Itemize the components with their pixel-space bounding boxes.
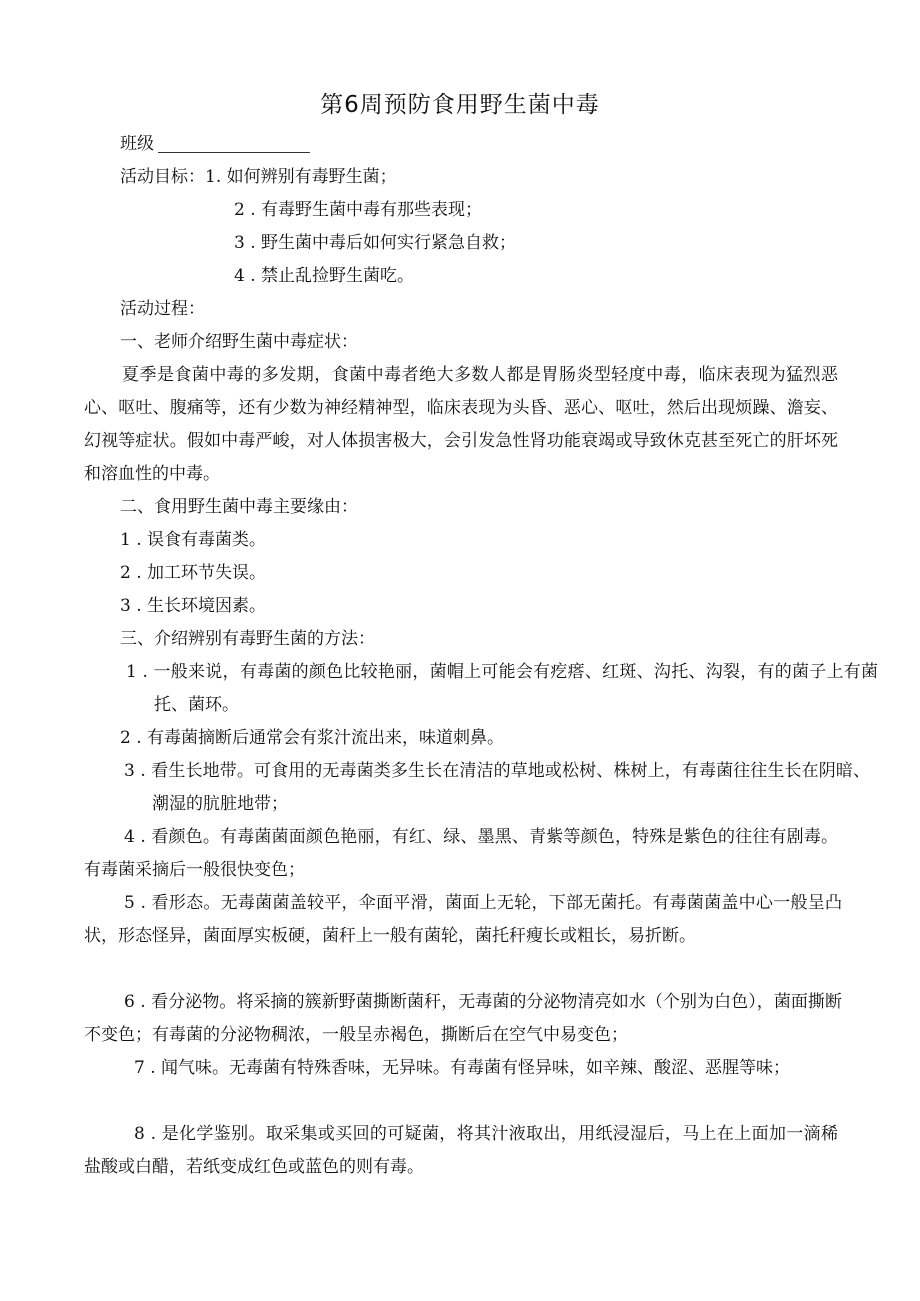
list-item: 1 . 一般来说，有毒菌的颜色比较艳丽，菌帽上可能会有疙瘩、红斑、沟托、沟裂，有的菌子上有菌托、菌环。 — [126, 662, 878, 715]
class-label: 班级 — [120, 134, 154, 154]
list-item: 2 . 加工环节失误。 — [120, 563, 267, 583]
list-item: 3 . 生长环境因素。 — [120, 596, 267, 616]
list-item: 8 . 是化学鉴别。取采集或买回的可疑菌，将其汁液取出，用纸浸湿后，马上在上面加一滴稀盐酸或白醋，若纸变成红色或蓝色的则有毒。 — [84, 1124, 838, 1177]
goals-label: 活动目标： — [120, 167, 205, 187]
class-line — [120, 128, 310, 161]
section-heading: 一、老师介绍野生菌中毒症状： — [120, 332, 358, 352]
process-label: 活动过程： — [120, 299, 205, 319]
section-heading: 三、介绍辨别有毒野生菌的方法： — [120, 629, 375, 649]
section-heading: 二、食用野生菌中毒主要缘由： — [120, 497, 358, 517]
section-paragraph: 夏季是食菌中毒的多发期，食菌中毒者绝大多数人都是胃肠炎型轻度中毒，临床表现为猛烈恶心、呕吐、腹痛等，还有少数为神经精神型，临床表现为头昏、恶心、呕吐，然后出现烦躁、澹妄、幻视等症状。假如中毒严峻，对人体损害极大，会引发急性肾功能衰竭或导致休克甚至死亡的肝坏死和溶血性的中毒。 — [84, 365, 838, 484]
class-blank — [158, 132, 310, 153]
goal-item: 4 . 禁止乱捡野生菌吃。 — [234, 266, 415, 286]
goal-item: 2 . 有毒野生菌中毒有那些表现； — [234, 200, 483, 220]
list-item: 2 . 有毒菌摘断后通常会有浆汁流出来，味道刺鼻。 — [120, 728, 505, 748]
goals-line — [120, 161, 397, 194]
goal-item: 3 . 野生菌中毒后如何实行紧急自救； — [234, 233, 517, 253]
list-item: 1 . 误食有毒菌类。 — [120, 530, 267, 550]
list-item: 7 . 闻气味。无毒菌有特殊香味，无异味。有毒菌有怪异味，如辛辣、酸涩、恶腥等味； — [134, 1058, 791, 1078]
page-title: 第6周预防食用野生菌中毒 — [320, 92, 600, 118]
list-item: 6 . 看分泌物。将采摘的簇新野菌撕断菌秆，无毒菌的分泌物清亮如水（个别为白色），菌面撕断不变色；有毒菌的分泌物稠浓，一般呈赤褐色，撕断后在空气中易变色； — [84, 992, 842, 1045]
list-item: 5 . 看形态。无毒菌菌盖较平，伞面平滑，菌面上无轮，下部无菌托。有毒菌菌盖中心一般呈凸状，形态怪异，菌面厚实板硬，菌秆上一般有菌轮，菌托秆瘦长或粗长，易折断。 — [84, 893, 842, 946]
list-item: 3 . 看生长地带。可食用的无毒菌类多生长在清洁的草地或松树、株树上，有毒菌往往生长在阴暗、潮湿的肮脏地带； — [124, 761, 870, 814]
list-item: 4 . 看颜色。有毒菌菌面颜色艳丽，有红、绿、墨黑、青紫等颜色，特殊是紫色的往往有剧毒。有毒菌采摘后一般很快变色； — [84, 827, 838, 880]
goal-item: 1. 如何辨别有毒野生菌； — [205, 167, 397, 187]
